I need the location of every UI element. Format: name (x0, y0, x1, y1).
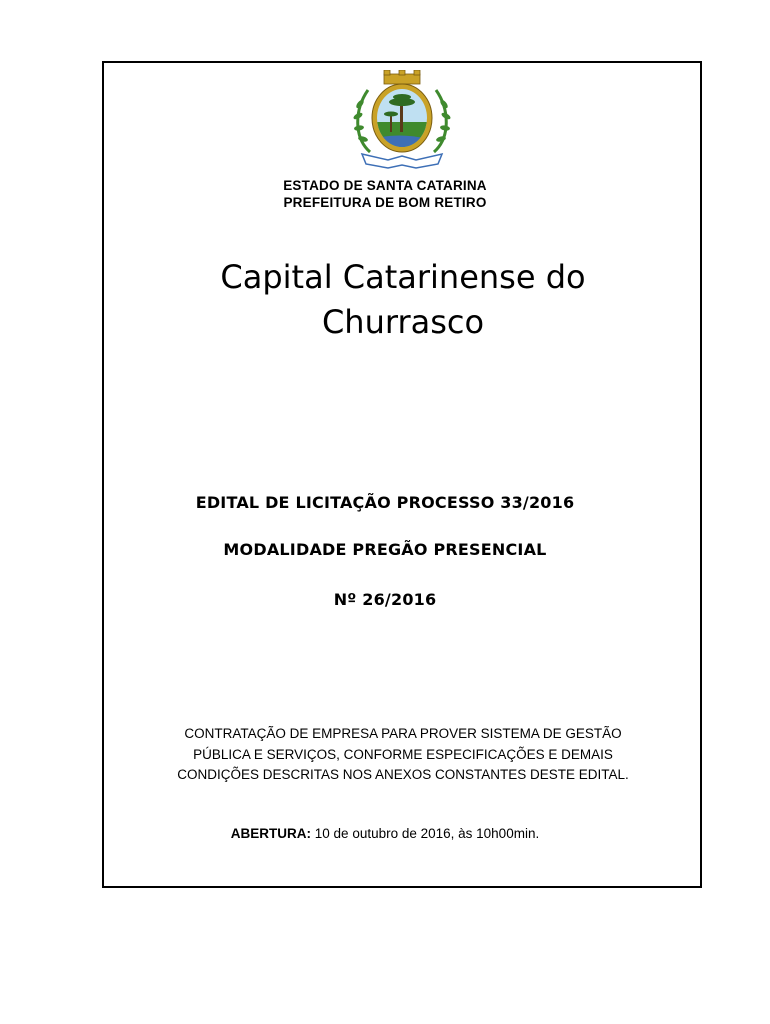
state-name: ESTADO DE SANTA CATARINA (283, 178, 487, 193)
municipality-name: PREFEITURA DE BOM RETIRO (283, 195, 487, 210)
edital-number-heading: Nº 26/2016 (333, 590, 437, 609)
opening-value: 10 de outubro de 2016, às 10h00min. (311, 826, 540, 841)
opening-label: ABERTURA: (230, 826, 312, 841)
contract-object-description (120, 724, 686, 786)
object-line-2: PÚBLICA E SERVIÇOS, CONFORME ESPECIFICAÇÕES E DEMAIS (193, 746, 613, 762)
city-slogan-line-2: Churrasco (321, 303, 485, 341)
object-line-3: CONDIÇÕES DESCRITAS NOS ANEXOS CONSTANTES DESTE EDITAL. (177, 767, 629, 782)
object-line-1: CONTRATAÇÃO DE EMPRESA PARA PROVER SISTEMA DE GESTÃO (184, 726, 622, 741)
edital-modality-heading: MODALIDADE PREGÃO PRESENCIAL (223, 540, 547, 559)
opening-date (0, 826, 770, 841)
city-slogan-title (140, 255, 666, 345)
municipal-coat-of-arms-icon (348, 70, 456, 170)
edital-process-heading: EDITAL DE LICITAÇÃO PROCESSO 33/2016 (195, 493, 575, 512)
city-slogan-line-1: Capital Catarinense do (220, 258, 586, 296)
